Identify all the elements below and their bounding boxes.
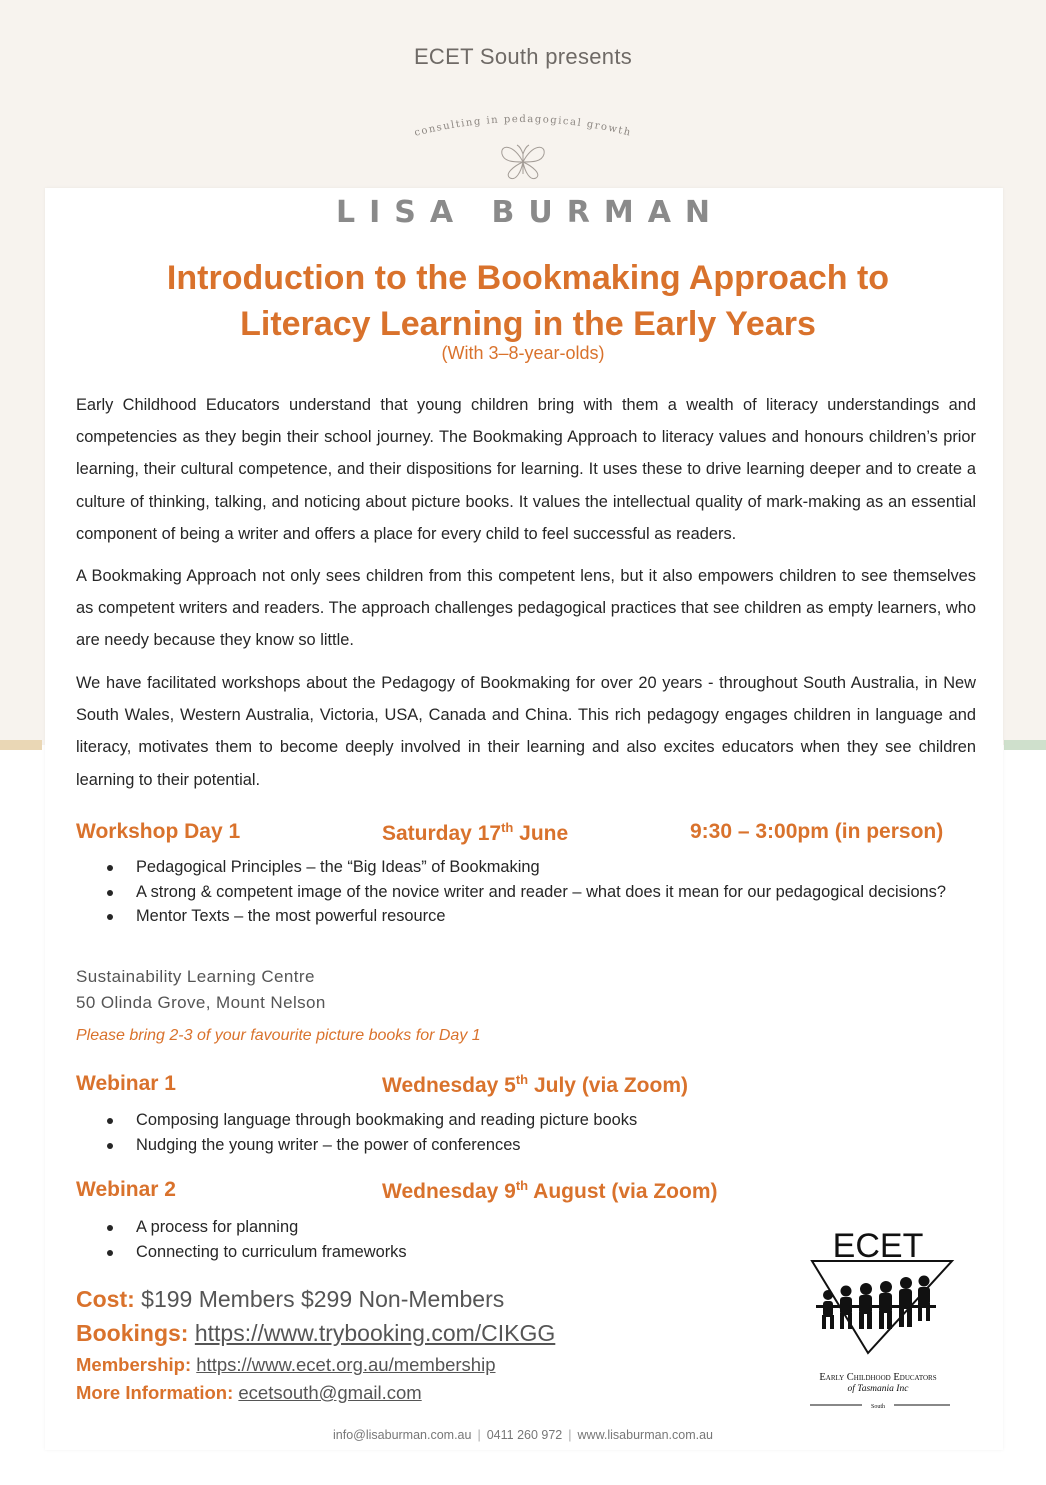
list-item: A process for planning	[76, 1215, 976, 1240]
page-subtitle: (With 3–8-year-olds)	[441, 343, 605, 363]
footer-website[interactable]: www.lisaburman.com.au	[577, 1428, 713, 1442]
presents-heading: ECET South presents	[413, 44, 633, 69]
list-item: Pedagogical Principles – the “Big Ideas” of Bookmaking	[76, 855, 976, 880]
email-link[interactable]: ecetsouth@gmail.com	[238, 1382, 422, 1403]
children-figures-icon	[816, 1276, 936, 1330]
cost-value: $199 Members $299 Non-Members	[134, 1286, 505, 1312]
venue-address	[76, 964, 326, 1016]
intro-paragraph: Early Childhood Educators understand that young children bring with them a wealth of literacy understandings and competencies as they begin their school journey. The Bookmaking Approach to literacy values and honours children’s prior learning, their cultural competence, and their dispositions for learning. It uses these to drive learning deeper and to create a culture of thinking, talking, and noticing about picture books. It values the intellectual quality of mark-making as an essential component of being a writer and offers a place for every child to feel successful as readers.	[76, 396, 976, 543]
ecet-logo	[800, 1225, 970, 1415]
membership-link[interactable]: https://www.ecet.org.au/membership	[196, 1354, 496, 1375]
webinar2-heading	[76, 1178, 976, 1208]
list-item: Composing language through bookmaking and reading picture books	[76, 1108, 976, 1133]
webinar1-topics	[76, 1108, 976, 1157]
footer-email[interactable]: info@lisaburman.com.au	[333, 1428, 472, 1442]
butterfly-icon	[494, 140, 552, 184]
logo-org-name: Early Childhood Educators	[819, 1372, 937, 1383]
tagline-text: consulting in pedagogical growth	[413, 113, 633, 139]
workshop-topics	[76, 855, 976, 929]
title-line-1: Introduction to the Bookmaking Approach to	[166, 259, 890, 297]
list-item: Connecting to curriculum frameworks	[76, 1240, 976, 1265]
right-accent-bar	[1004, 740, 1046, 750]
webinar2-name: Webinar 2	[76, 1178, 176, 1201]
webinar2-date: Wednesday 9th August (via Zoom)	[382, 1178, 718, 1203]
footer-phone: 0411 260 972	[486, 1428, 563, 1442]
list-item: Mentor Texts – the most powerful resource	[76, 904, 976, 929]
workshop-date: Saturday 17th June	[382, 820, 569, 845]
membership-label: Membership:	[76, 1354, 192, 1375]
approach-paragraph: A Bookmaking Approach not only sees children from this competent lens, but it also empowers children to see themselves as competent writers and readers. The approach challenges pedagogical practices that see children as empty learners, who are needy because they know so little.	[76, 567, 976, 650]
webinar1-name: Webinar 1	[76, 1072, 176, 1095]
membership-line	[76, 1354, 496, 1376]
footer-contact: info@lisaburman.com.au | 0411 260 972 | www.lisaburman.com.au	[333, 1428, 713, 1442]
history-paragraph: We have facilitated workshops about the Pedagogy of Bookmaking for over 20 years - throughout South Australia, in New South Wales, Western Australia, Victoria, USA, Canada and China. This rich pedagogy engages children in language and literacy, motivates them to become deeply involved in their learning and also excites educators when they see children learning to their potential.	[76, 674, 976, 789]
bookings-label: Bookings:	[76, 1320, 189, 1346]
logo-branch: South	[870, 1404, 886, 1410]
tagline-arc	[405, 104, 641, 144]
webinar1-heading	[76, 1072, 976, 1102]
more-info-label: More Information:	[76, 1382, 234, 1403]
list-item: Nudging the young writer – the power of conferences	[76, 1133, 976, 1158]
list-item: A strong & competent image of the novice writer and reader – what does it mean for our pedagogical decisions?	[76, 880, 976, 905]
workshop-name: Workshop Day 1	[76, 820, 241, 843]
logo-acronym: ECET	[832, 1227, 924, 1265]
left-accent-bar	[0, 740, 42, 750]
title-line-2: Literacy Learning in the Early Years	[240, 305, 816, 343]
bookings-line	[76, 1320, 555, 1347]
webinar1-date: Wednesday 5th July (via Zoom)	[382, 1072, 688, 1097]
svg-text:consulting in pedagogical grow	[413, 114, 632, 139]
workshop-heading	[76, 820, 976, 850]
cost-label: Cost:	[76, 1286, 135, 1312]
workshop-time: 9:30 – 3:00pm (in person)	[690, 820, 944, 843]
page-title	[70, 255, 986, 347]
logo-org-state: of Tasmania Inc	[847, 1384, 909, 1394]
brand-name: LISA BURMAN	[335, 195, 725, 230]
more-info-line	[76, 1382, 422, 1404]
venue-street: 50 Olinda Grove, Mount Nelson	[76, 993, 326, 1012]
venue-name: Sustainability Learning Centre	[76, 967, 315, 986]
bookings-link[interactable]: https://www.trybooking.com/CIKGG	[194, 1320, 556, 1346]
cost-line	[76, 1286, 504, 1313]
bring-books-note: Please bring 2-3 of your favourite picture books for Day 1	[76, 1027, 481, 1044]
